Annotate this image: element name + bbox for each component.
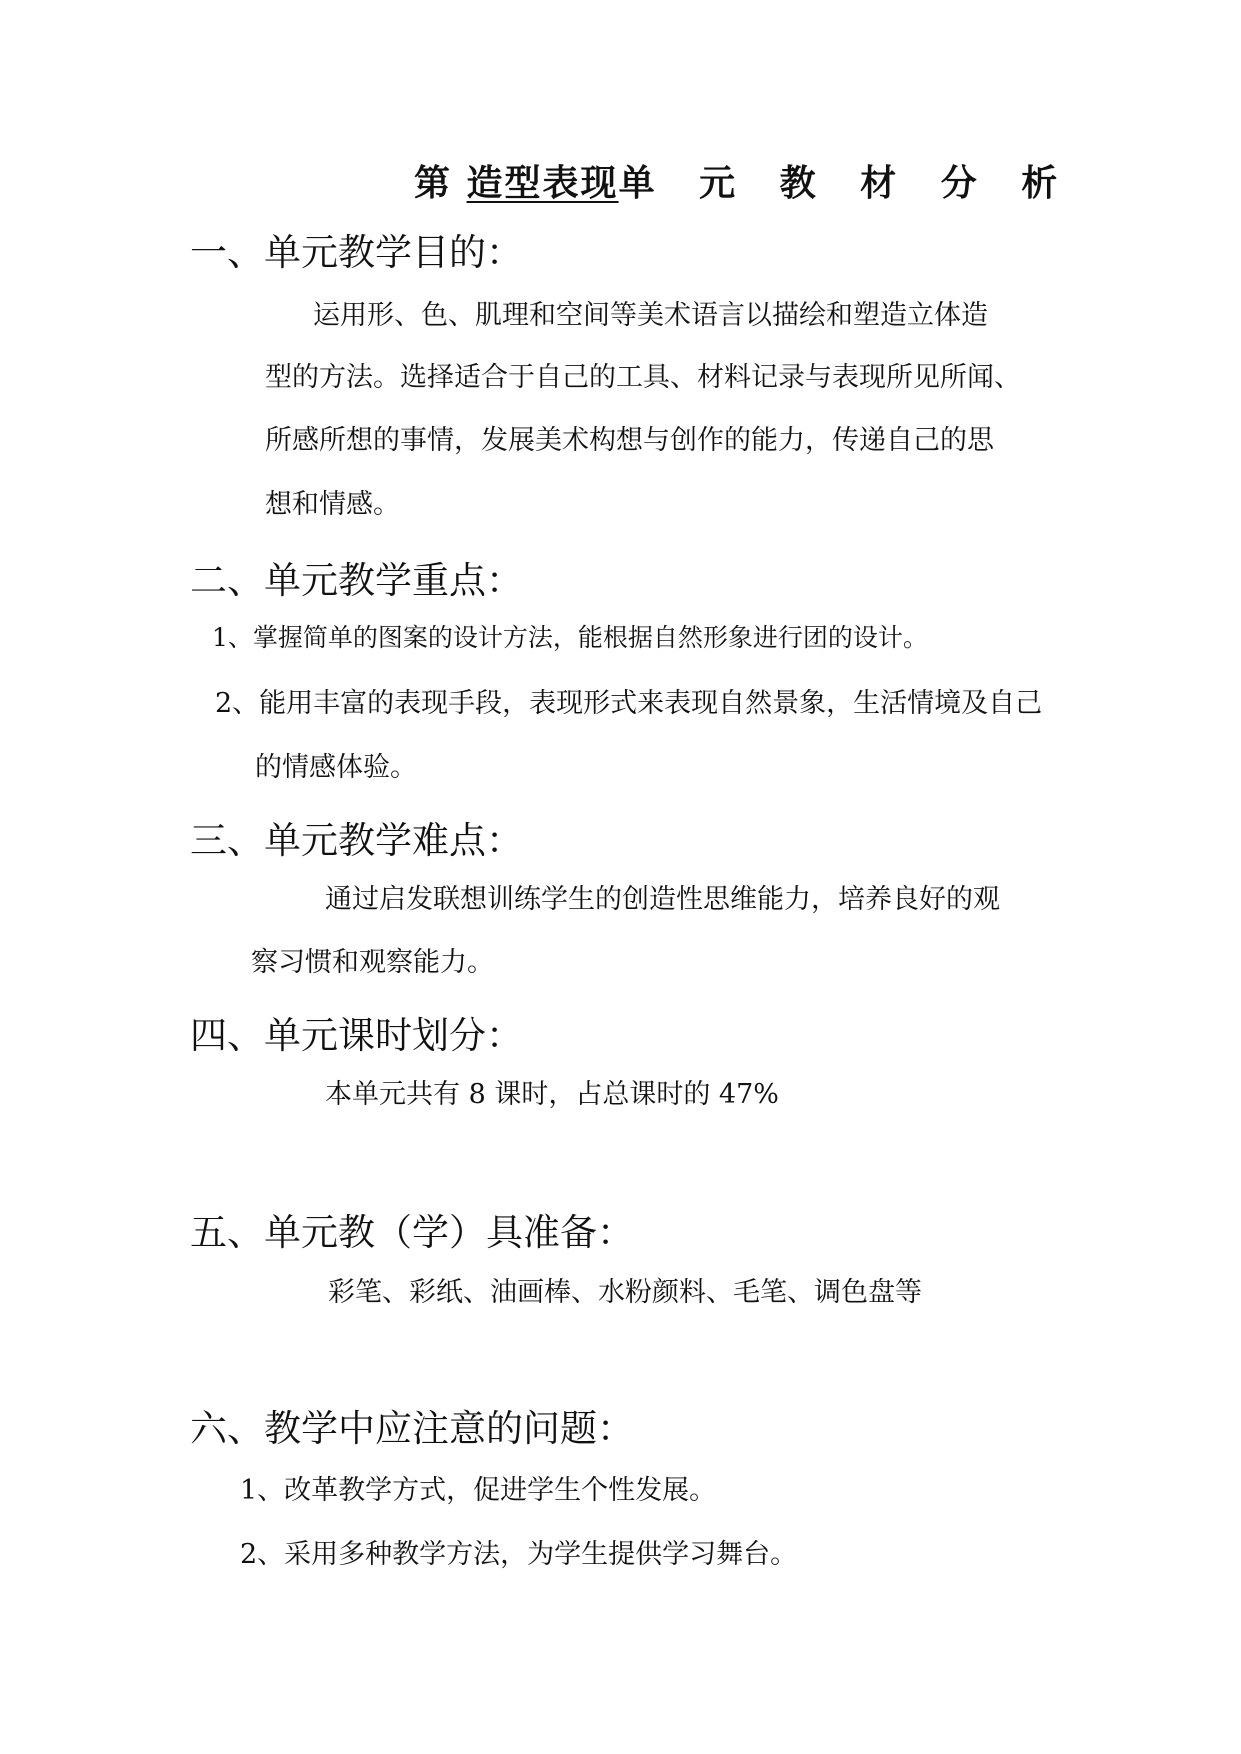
section-2-line-1: 1、掌握简单的图案的设计方法，能根据自然形象进行团的设计。: [212, 623, 928, 652]
title-unit-name: 造型表现: [466, 162, 619, 204]
section-3-line-1: 通过启发联想训练学生的创造性思维能力，培养良好的观: [325, 884, 1000, 915]
document-title: [414, 155, 1073, 206]
section-1-line-2: 型的方法。选择适合于自己的工具、材料记录与表现所见所闻、: [265, 362, 1021, 393]
section-1-line-1: 运用形、色、肌理和空间等美术语言以描绘和塑造立体造: [313, 300, 988, 331]
section-4-heading: 四、单元课时划分：: [190, 1014, 523, 1057]
section-5-line-1: 彩笔、彩纸、油画棒、水粉颜料、毛笔、调色盘等: [328, 1277, 922, 1308]
section-3-heading: 三、单元教学难点：: [190, 819, 523, 862]
section-1-heading: 一、单元教学目的：: [190, 231, 523, 274]
section-4-line-1: 本单元共有 8 课时，占总课时的 47%: [325, 1079, 779, 1110]
section-1-line-3: 所感所想的事情，发展美术构想与创作的能力，传递自己的思: [265, 425, 994, 456]
section-5-heading: 五、单元教（学）具准备：: [190, 1211, 634, 1254]
section-2-line-2: 2、能用丰富的表现手段，表现形式来表现自然景象，生活情境及自己: [215, 688, 1043, 719]
title-prefix: 第: [414, 162, 467, 204]
section-2-heading: 二、单元教学重点：: [190, 559, 523, 602]
section-1-line-4: 想和情感。: [265, 489, 400, 520]
section-2-line-3: 的情感体验。: [255, 752, 417, 783]
section-3-line-2: 察习惯和观察能力。: [251, 947, 494, 978]
section-6-line-2: 2、采用多种教学方法，为学生提供学习舞台。: [240, 1539, 798, 1570]
title-suffix: 单 元 教 材 分 析: [618, 162, 1074, 204]
section-6-heading: 六、教学中应注意的问题：: [190, 1407, 634, 1450]
section-6-line-1: 1、改革教学方式，促进学生个性发展。: [240, 1475, 717, 1506]
